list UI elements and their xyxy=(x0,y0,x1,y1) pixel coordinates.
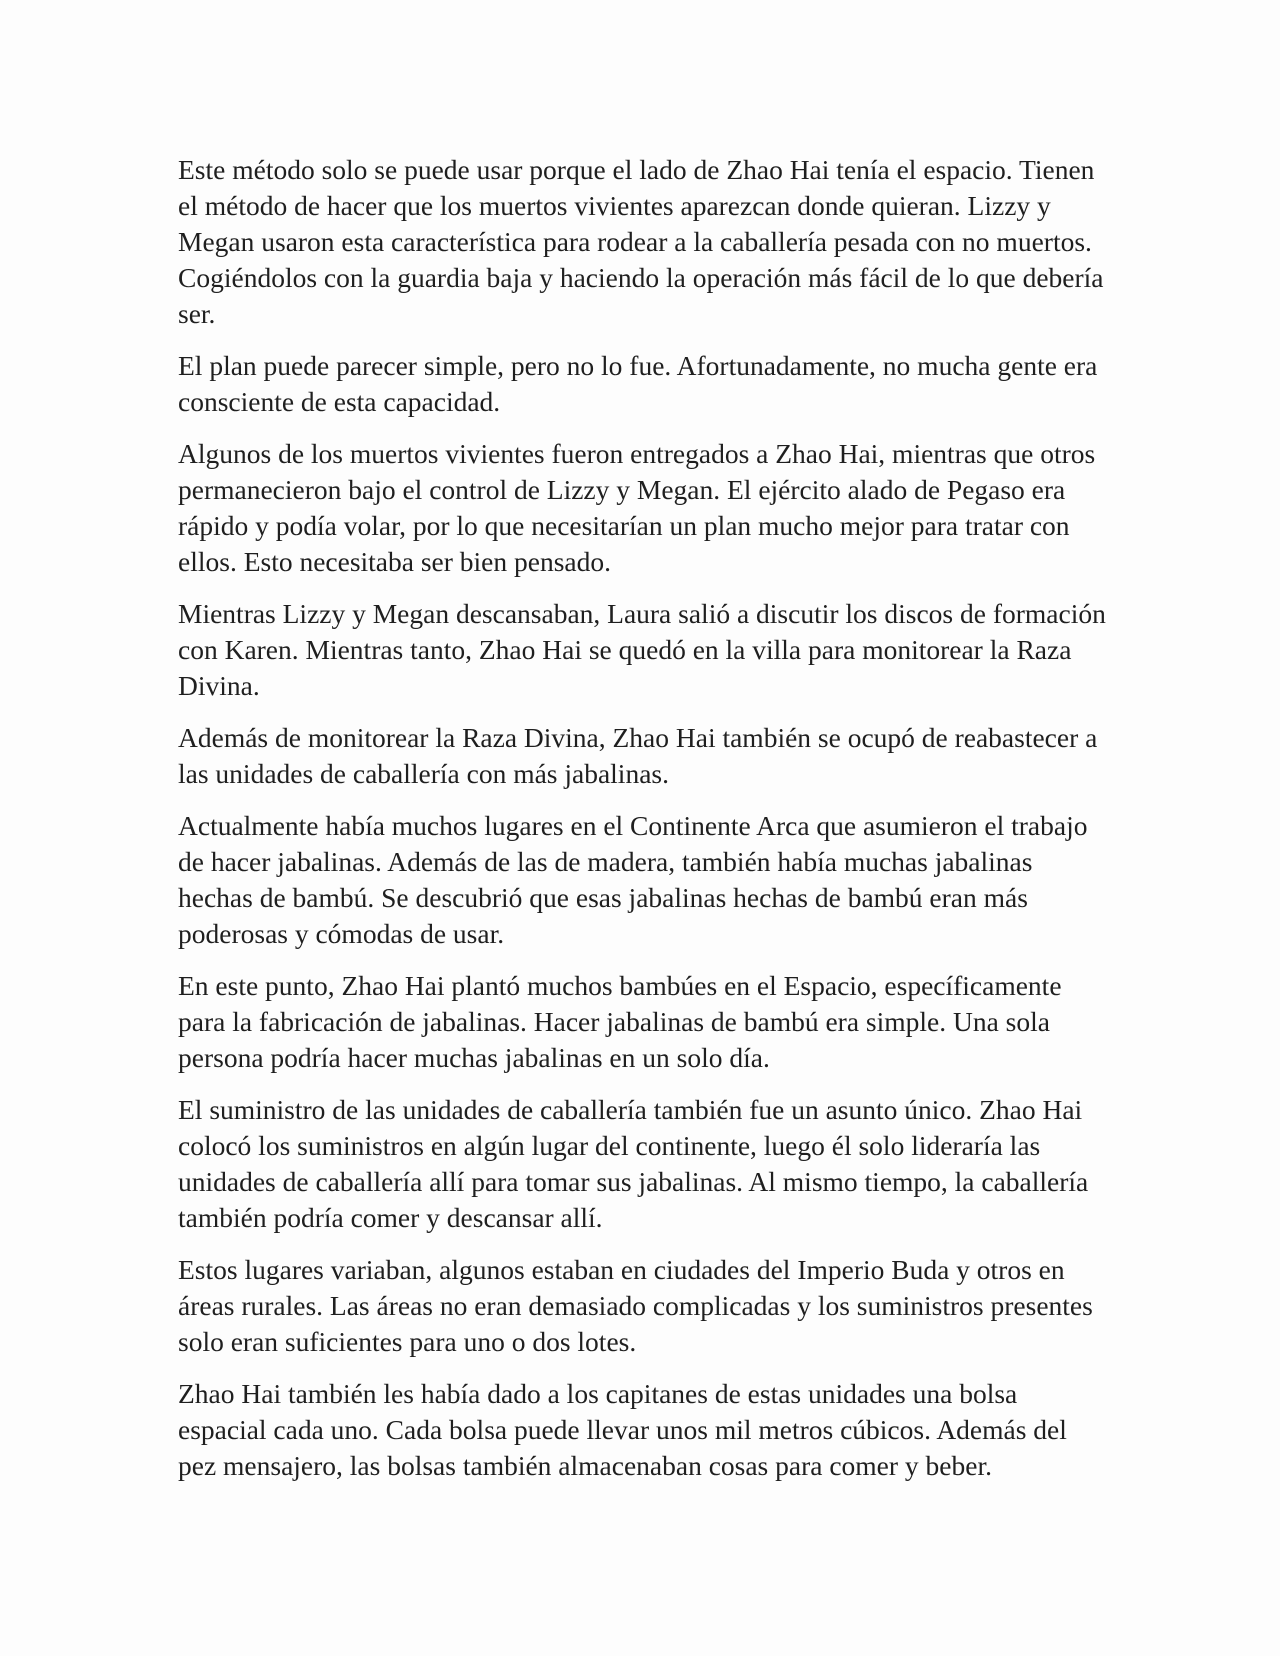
paragraph-10: Zhao Hai también les había dado a los capitanes de estas unidades una bolsa espacial cada uno. Cada bolsa puede llevar unos mil metros cúbicos. Además del pez mensajero, las bolsas también almacenaban cosas para comer y beber. xyxy=(178,1378,1067,1481)
paragraph-7: En este punto, Zhao Hai plantó muchos bambúes en el Espacio, específicamente para la fabricación de jabalinas. Hacer jabalinas de bambú era simple. Una sola persona podría hacer muchas jabalinas en un solo día. xyxy=(178,970,1062,1073)
document-page xyxy=(178,152,1108,1500)
paragraph-6: Actualmente había muchos lugares en el Continente Arca que asumieron el trabajo de hacer jabalinas. Además de las de madera, también había muchas jabalinas hechas de bambú. Se descubrió que esas jabalinas hechas de bambú eran más poderosas y cómodas de usar. xyxy=(178,810,1088,949)
paragraph-3: Algunos de los muertos vivientes fueron entregados a Zhao Hai, mientras que otros permanecieron bajo el control de Lizzy y Megan. El ejército alado de Pegaso era rápido y podía volar, por lo que necesitarían un plan mucho mejor para tratar con ellos. Esto necesitaba ser bien pensado. xyxy=(178,438,1096,577)
paragraph-2: El plan puede parecer simple, pero no lo fue. Afortunadamente, no mucha gente era consciente de esta capacidad. xyxy=(178,350,1098,417)
paragraph-5: Además de monitorear la Raza Divina, Zhao Hai también se ocupó de reabastecer a las unidades de caballería con más jabalinas. xyxy=(178,722,1098,789)
paragraph-9: Estos lugares variaban, algunos estaban en ciudades del Imperio Buda y otros en áreas rurales. Las áreas no eran demasiado complicadas y los suministros presentes solo eran suficientes para uno o dos lotes. xyxy=(178,1254,1093,1357)
paragraph-8: El suministro de las unidades de caballería también fue un asunto único. Zhao Hai colocó los suministros en algún lugar del continente, luego él solo lideraría las unidades de caballería allí para tomar sus jabalinas. Al mismo tiempo, la caballería también podría comer y descansar allí. xyxy=(178,1094,1089,1233)
paragraph-4: Mientras Lizzy y Megan descansaban, Laura salió a discutir los discos de formación con Karen. Mientras tanto, Zhao Hai se quedó en la villa para monitorear la Raza Divina. xyxy=(178,598,1106,701)
paragraph-1: Este método solo se puede usar porque el lado de Zhao Hai tenía el espacio. Tienen el método de hacer que los muertos vivientes aparezcan donde quieran. Lizzy y Megan usaron esta característica para rodear a la caballería pesada con no muertos. Cogiéndolos con la guardia baja y haciendo la operación más fácil de lo que debería ser. xyxy=(178,154,1104,329)
